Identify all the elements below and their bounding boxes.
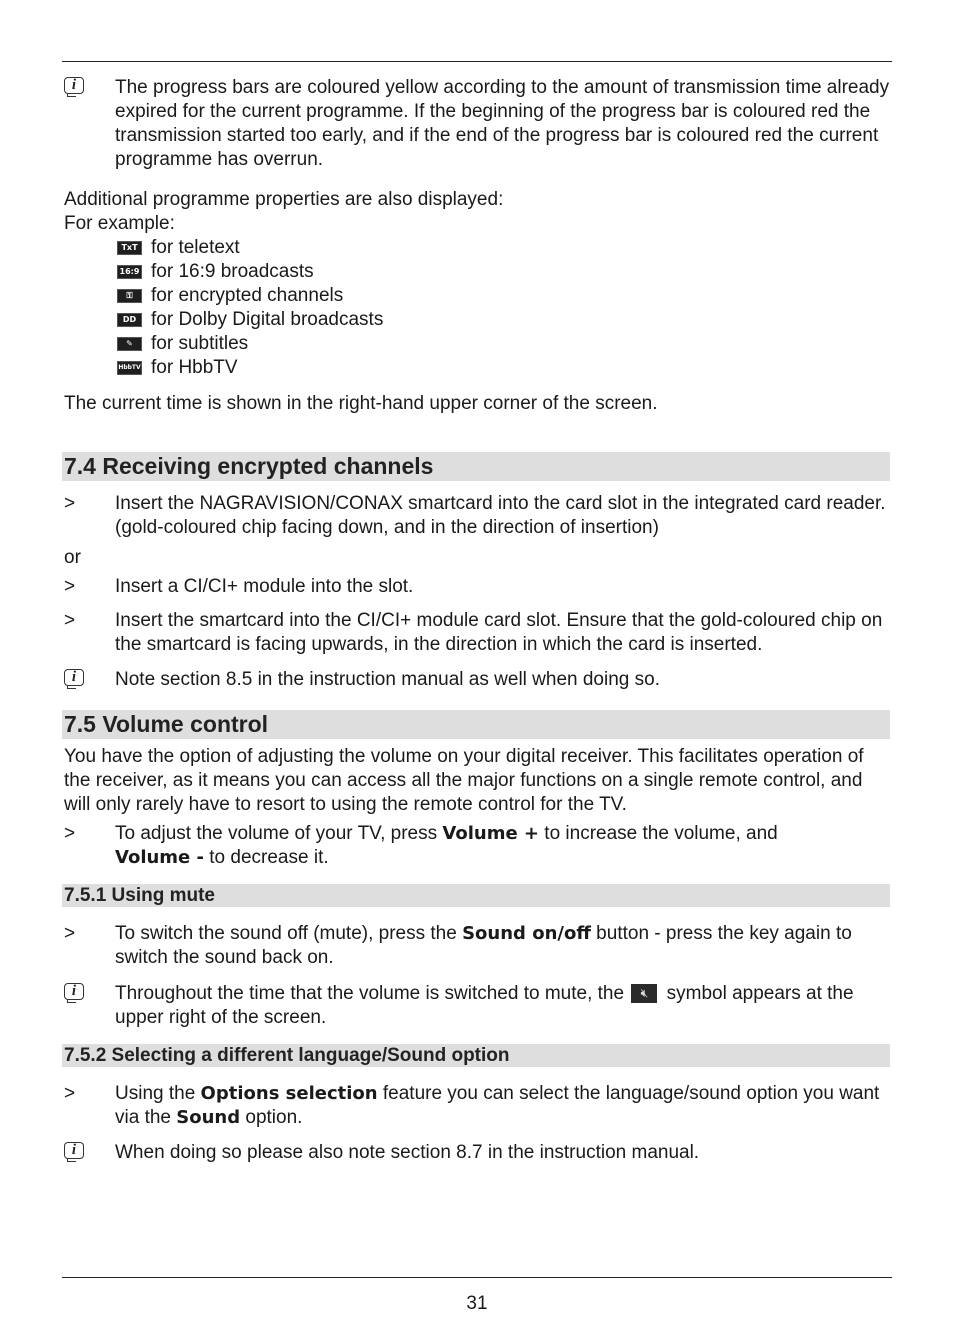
bottom-rule (62, 1277, 892, 1278)
bullet-marker: > (64, 610, 76, 631)
info-text: Throughout the time that the volume is switched to mute, the 🔇︎ symbol appears at the upper right of the screen. (115, 983, 854, 1028)
info-icon: i (64, 983, 84, 1000)
teletext-icon: TxT (117, 241, 142, 255)
step-text: To adjust the volume of your TV, press Volume + to increase the volume, and Volume - to decrease it. (115, 823, 778, 868)
step-text: To switch the sound off (mute), press the Sound on/off button - press the key again to switch the sound back on. (115, 923, 852, 968)
volume-plus-key: Volume + (442, 823, 540, 844)
property-label: for subtitles (151, 333, 249, 354)
step-text: Using the Options selection feature you can select the language/sound option you want via the Sound option. (115, 1083, 880, 1128)
info-text: The progress bars are coloured yellow according to the amount of transmission time already expired for the current programme. If the beginning of the progress bar is coloured red the transmission started too early, and if the end of the progress bar is coloured red the current programme has overrun. (115, 77, 890, 170)
dolby-digital-icon: DD (117, 313, 142, 327)
additional-line1: Additional programme properties are also displayed: (64, 189, 504, 210)
section-heading-7-5-2: 7.5.2 Selecting a different language/Sound option (62, 1044, 890, 1067)
bullet-marker: > (64, 1083, 76, 1104)
key-icon: ⚿ (117, 289, 142, 303)
bullet-marker: > (64, 923, 76, 944)
current-time-note: The current time is shown in the right-hand upper corner of the screen. (64, 393, 658, 414)
section-heading-7-5-1: 7.5.1 Using mute (62, 884, 890, 907)
step-text: Insert a CI/CI+ module into the slot. (115, 576, 414, 597)
bullet-marker: > (64, 493, 76, 514)
info-icon: i (64, 1142, 84, 1159)
sound-key: Sound (176, 1107, 241, 1128)
property-label: for 16:9 broadcasts (151, 261, 314, 282)
top-rule (62, 61, 892, 62)
or-text: or (64, 547, 81, 568)
section-heading-7-4: 7.4 Receiving encrypted channels (62, 452, 890, 481)
section-heading-7-5: 7.5 Volume control (62, 710, 890, 739)
info-text: Note section 8.5 in the instruction manual as well when doing so. (115, 669, 660, 690)
property-label: for encrypted channels (151, 285, 344, 306)
step-text: Insert the smartcard into the CI/CI+ module card slot. Ensure that the gold-coloured chip on the smartcard is facing upwards, in the direction in which the card is inserted. (115, 610, 883, 655)
property-label: for teletext (151, 237, 240, 258)
subtitle-icon: ✎ (117, 337, 142, 351)
volume-intro: You have the option of adjusting the volume on your digital receiver. This facilitates operation of the receiver, as it means you can access all the major functions on a single remote control, and will only rarely have to resort to using the remote control for the TV. (64, 746, 864, 815)
sound-on-off-key: Sound on/off (462, 923, 591, 944)
info-icon: i (64, 77, 84, 94)
info-icon: i (64, 669, 84, 686)
additional-line2: For example: (64, 213, 175, 234)
property-label: for HbbTV (151, 357, 238, 378)
mute-icon: 🔇︎ (631, 984, 657, 1003)
bullet-marker: > (64, 576, 76, 597)
bullet-marker: > (64, 823, 76, 844)
page-number: 31 (466, 1293, 488, 1314)
volume-minus-key: Volume - (115, 847, 204, 868)
hbbtv-icon: HbbTV (117, 361, 142, 375)
info-text: When doing so please also note section 8.7 in the instruction manual. (115, 1142, 700, 1163)
options-selection-key: Options selection (200, 1083, 378, 1104)
step-text: Insert the NAGRAVISION/CONAX smartcard into the card slot in the integrated card reader. (gold-coloured chip facing down, and in the direction of insertion) (115, 493, 886, 538)
widescreen-16-9-icon: 16:9 (117, 265, 142, 279)
property-label: for Dolby Digital broadcasts (151, 309, 384, 330)
